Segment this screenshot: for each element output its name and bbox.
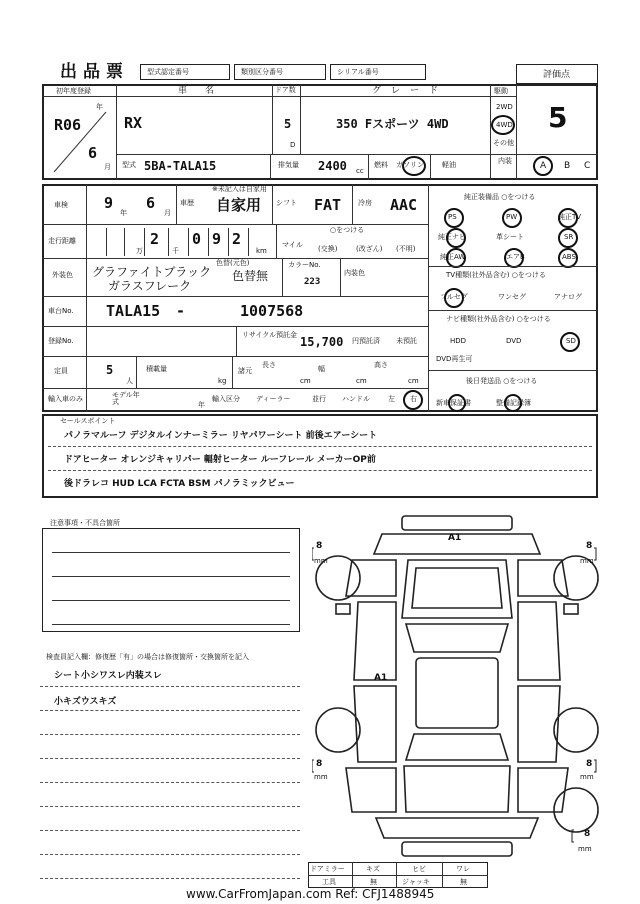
color-no-value: 223 xyxy=(304,277,321,287)
drive-2wd: 2WD xyxy=(496,103,513,111)
cm-unit-1: cm xyxy=(300,377,311,385)
eq-sd: SD xyxy=(566,337,576,345)
caution-box xyxy=(42,528,300,632)
eq-analog: アナログ xyxy=(554,293,582,301)
tire-fl-depth: 8 xyxy=(316,541,323,551)
eq-navi: 純正ナビ xyxy=(438,233,466,241)
first-reg-label: 初年度登録 xyxy=(56,87,91,95)
record-circle-icon xyxy=(504,394,522,412)
sen-unit: 千 xyxy=(172,247,179,255)
fuel-circle-icon xyxy=(402,156,426,176)
mark-a1-side: A1 xyxy=(374,673,388,683)
interior-c: C xyxy=(584,161,591,171)
tire-fr-depth: 8 xyxy=(586,541,593,551)
shaken-year-unit: 年 xyxy=(120,209,127,217)
legend-jack: ジャッキ xyxy=(402,878,430,886)
interior-a: A xyxy=(540,161,547,171)
serial-box xyxy=(330,64,426,80)
usage-value: 自家用 xyxy=(216,196,262,214)
car-name-label: 車名 xyxy=(178,86,233,96)
color-line-2: ガラスフレーク xyxy=(108,279,192,293)
first-reg-year: R06 xyxy=(54,116,82,134)
shaken-label: 車検 xyxy=(54,201,68,209)
class-no-label: 類別区分番号 xyxy=(241,68,283,76)
sales-point-line-3: 後ドラレコ HUD LCA FCTA BSM パノラミックビュー xyxy=(64,479,295,489)
circle-note: ○をつける xyxy=(330,226,365,234)
displacement-value: 2400 xyxy=(318,159,347,173)
sr-circle-icon xyxy=(558,228,578,248)
tire-fr-unit: mm xyxy=(580,557,594,565)
inspector-note-1: シート小シワスレ内装スレ xyxy=(54,671,162,681)
exchange-label: (交換) xyxy=(318,245,338,253)
class-no-box xyxy=(234,64,326,80)
shift-label: シフト xyxy=(276,199,297,207)
caution-label: 注意事項・不具合箇所 xyxy=(50,519,120,527)
grade-value: 350 Fスポーツ 4WD xyxy=(336,117,449,131)
tv-circle-icon xyxy=(558,208,578,228)
interior-label: 内装 xyxy=(498,157,512,165)
recycle-paid: 円預託済 xyxy=(352,337,380,345)
legend-door-mirror: ドアミラー xyxy=(310,865,345,873)
mark-a1-front: A1 xyxy=(448,533,462,543)
later-title: 後日発送品 ○をつける xyxy=(466,377,538,385)
ps-circle-icon xyxy=(444,208,464,228)
diesel-label: 軽油 xyxy=(442,161,456,169)
score-value: 5 xyxy=(548,101,568,134)
drive-label: 駆動 xyxy=(494,87,508,95)
manual-circle-icon xyxy=(448,394,466,412)
tire-rl-depth: 8 xyxy=(316,759,323,769)
eq-airbag: エアB xyxy=(506,253,525,261)
unknown-label: (不明) xyxy=(396,245,416,253)
mile-label: マイル xyxy=(282,241,303,249)
recycle-unpaid: 未預託 xyxy=(396,337,417,345)
fuel-value: ガソリン xyxy=(396,161,424,169)
genuine-title: 純正装備品 ○をつける xyxy=(464,193,536,201)
km-unit: km xyxy=(256,247,267,255)
shaken-month-unit: 月 xyxy=(164,209,171,217)
watermark-text: www.CarFromJapan.com Ref: CFJ1488945 xyxy=(186,887,435,901)
sales-point-line-1: パノラマルーフ デジタルインナーミラー リヤパワーシート 前後エアーシート xyxy=(64,431,378,441)
doors-label: ドア数 xyxy=(275,86,296,94)
fullseg-circle-icon xyxy=(444,288,464,308)
usage-note: ※未記入は自家用 xyxy=(212,185,267,193)
doors-value: 5 xyxy=(284,117,292,131)
shift-value: FAT xyxy=(314,196,342,214)
aw-circle-icon xyxy=(446,248,466,268)
tire-fl-unit: mm xyxy=(314,557,328,565)
usage-label: 車歴 xyxy=(180,199,194,207)
mileage-digit-2: 0 xyxy=(192,230,202,248)
handle-label: ハンドル xyxy=(342,395,370,403)
interior-b: B xyxy=(564,161,571,171)
grade-label: グレード xyxy=(372,86,449,96)
color-line-1: グラファイトブラック xyxy=(92,265,212,279)
eq-record: 整備記録簿 xyxy=(496,399,531,407)
kg-unit: kg xyxy=(218,377,227,385)
width-label: 幅 xyxy=(318,365,325,373)
car-damage-diagram xyxy=(312,512,602,860)
airbag-circle-icon xyxy=(504,248,524,268)
import-type-label: 輸入区分 xyxy=(212,395,240,403)
dealer-option: ディーラー xyxy=(256,395,291,403)
eq-aw: 純正AW xyxy=(440,253,466,261)
sales-point-line-2: ドアヒーター オレンジキャリパー 輻射ヒーター ルーフレール メーカーOP前 xyxy=(64,455,376,465)
import-label: 輸入車のみ xyxy=(48,395,83,403)
abs-circle-icon xyxy=(558,248,578,268)
model-cert-label: 型式認定番号 xyxy=(147,68,189,76)
legend-none-2: 無 xyxy=(460,878,467,886)
eq-manual: 新車保証書 xyxy=(436,399,471,407)
model-label: 型式 xyxy=(122,161,136,169)
first-reg-month: 6 xyxy=(88,144,98,162)
parallel-option: 並行 xyxy=(312,395,326,403)
legend-scratch: キズ xyxy=(366,865,380,873)
eq-leather: 革シート xyxy=(496,233,524,241)
recycle-amount: 15,700 xyxy=(300,335,344,349)
inspector-label: 検査員記入欄：修復歴「有」の場合は修復箇所・交換箇所を記入 xyxy=(46,653,249,661)
serial-label: シリアル番号 xyxy=(337,68,379,76)
eq-ps: PS xyxy=(448,213,457,221)
shaken-month: 6 xyxy=(146,194,156,212)
chassis-model: TALA15 xyxy=(106,302,161,320)
fuel-label: 燃料 xyxy=(374,161,388,169)
sd-circle-icon xyxy=(560,332,580,352)
repaint-value: 色替無 xyxy=(232,269,269,283)
doors-unit: D xyxy=(290,141,296,149)
handle-left: 左 xyxy=(388,395,395,403)
height-label: 高さ xyxy=(374,361,388,369)
navi-circle-icon xyxy=(446,228,466,248)
color-label: 外装色 xyxy=(52,271,73,279)
eq-fullseg: フルセグ xyxy=(440,293,468,301)
handle-right-circle-icon xyxy=(403,390,423,410)
spare-depth: 8 xyxy=(584,829,591,839)
car-name: RX xyxy=(124,114,143,132)
drive-other: その他 xyxy=(493,139,514,147)
legend-none-1: 無 xyxy=(370,878,377,886)
mileage-digit-4: 2 xyxy=(232,230,242,248)
legend-tools: 工具 xyxy=(322,878,336,886)
displacement-unit: cc xyxy=(356,167,364,175)
eq-dvd-play: DVD再生可 xyxy=(436,355,473,363)
original-color-label: 色替(元色) xyxy=(216,259,250,267)
length-label: 長さ xyxy=(262,361,276,369)
mileage-label: 走行距離 xyxy=(48,237,76,245)
load-label: 積載量 xyxy=(146,365,167,373)
chassis-dash: - xyxy=(176,302,186,320)
chassis-no: 1007568 xyxy=(240,302,304,320)
sales-points-label: セールスポイント xyxy=(60,417,116,425)
modified-label: (改ざん) xyxy=(356,245,383,253)
eq-hdd: HDD xyxy=(450,337,467,345)
drive-4wd-circle-icon xyxy=(491,115,515,135)
drive-4wd: 4WD xyxy=(496,121,513,129)
tv-type-title: TV種類(社外品含む) ○をつける xyxy=(446,271,546,279)
eq-sr: SR xyxy=(564,233,574,241)
shaken-year: 9 xyxy=(104,194,114,212)
form-title: 出品票 xyxy=(60,62,129,82)
ac-label: 冷房 xyxy=(358,199,372,207)
first-reg-year-unit: 年 xyxy=(96,103,103,111)
reg-no-label: 登録No. xyxy=(48,337,74,345)
eq-oneseg: ワンセグ xyxy=(498,293,526,301)
score-label: 評価点 xyxy=(543,70,571,80)
score-header-box xyxy=(516,64,598,84)
tire-rr-unit: mm xyxy=(580,773,594,781)
inspector-note-2: 小キズウスキズ xyxy=(54,697,117,707)
cm-unit-3: cm xyxy=(408,377,419,385)
eq-pw: PW xyxy=(506,213,518,221)
model-value: 5BA-TALA15 xyxy=(144,159,217,173)
dims-label: 諸元 xyxy=(238,367,252,375)
eq-abs: ABS xyxy=(562,253,576,261)
mileage-digit-1: 2 xyxy=(150,230,160,248)
ac-value: AAC xyxy=(390,196,418,214)
displacement-label: 排気量 xyxy=(278,161,299,169)
spare-unit: mm xyxy=(578,845,592,853)
mileage-digit-3: 9 xyxy=(212,230,222,248)
legend-crack: ヒビ xyxy=(412,865,426,873)
capacity-unit: 人 xyxy=(126,377,133,385)
slash-icon xyxy=(50,108,110,176)
man-unit: 万 xyxy=(136,247,143,255)
model-year-label: モデル年式 xyxy=(112,391,140,406)
model-cert-box xyxy=(140,64,230,80)
interior-color-label: 内装色 xyxy=(344,269,365,277)
tire-rr-depth: 8 xyxy=(586,759,593,769)
navi-type-title: ナビ種類(社外品含む) ○をつける xyxy=(446,315,551,323)
recycle-label: リサイクル預託金 xyxy=(242,331,298,339)
pw-circle-icon xyxy=(502,208,522,228)
interior-a-circle-icon xyxy=(533,156,553,176)
tire-rl-unit: mm xyxy=(314,773,328,781)
eq-tv: 純正TV xyxy=(558,213,582,221)
eq-dvd: DVD xyxy=(506,337,522,345)
chassis-label: 車台No. xyxy=(48,307,74,315)
legend-dent: ワレ xyxy=(456,865,470,873)
capacity-value: 5 xyxy=(106,363,114,377)
color-no-label: カラーNo. xyxy=(288,261,321,269)
year-unit-import: 年 xyxy=(198,401,205,409)
handle-right: 右 xyxy=(410,395,417,403)
first-reg-month-unit: 月 xyxy=(104,163,111,171)
cm-unit-2: cm xyxy=(356,377,367,385)
capacity-label: 定員 xyxy=(54,367,68,375)
